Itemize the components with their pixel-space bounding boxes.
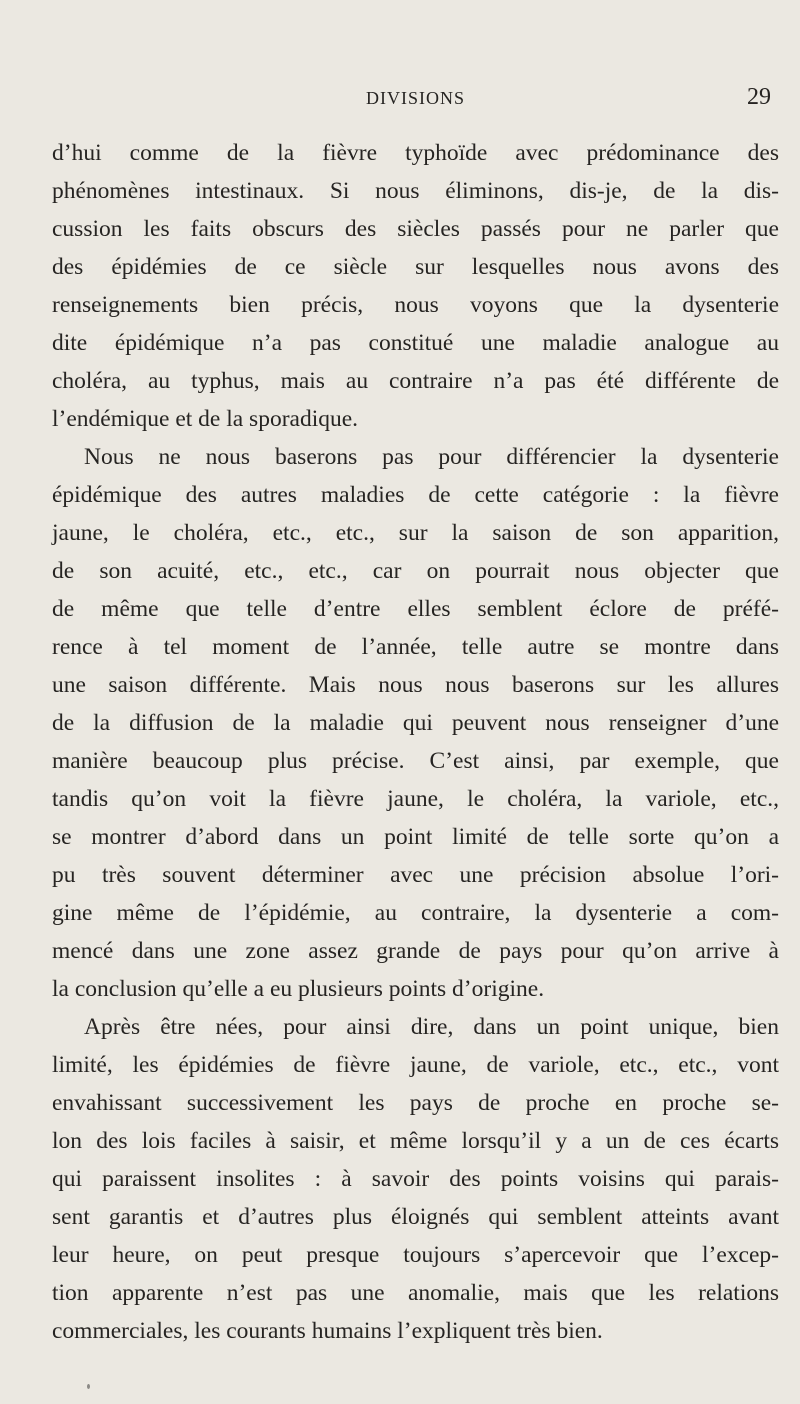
text-line: mencé dans une zone assez grande de pays pour qu’on arrive à xyxy=(52,938,779,964)
text-line: rence à tel moment de l’année, telle autre se montre dans xyxy=(52,634,779,660)
text-line: de son acuité, etc., etc., car on pourrait nous objecter que xyxy=(52,558,779,584)
text-line: de même que telle d’entre elles semblent éclore de préfé- xyxy=(52,596,779,622)
text-line: choléra, au typhus, mais au contraire n’a pas été différente de xyxy=(52,368,779,394)
text-line: leur heure, on peut presque toujours s’apercevoir que l’excep- xyxy=(52,1242,779,1268)
running-title: DIVISIONS xyxy=(366,88,465,108)
text-line: Après être nées, pour ainsi dire, dans un point unique, bien xyxy=(84,1014,779,1040)
text-line: Nous ne nous baserons pas pour différencier la dysenterie xyxy=(84,444,779,470)
text-line: dite épidémique n’a pas constitué une maladie analogue au xyxy=(52,330,779,356)
text-line: qui paraissent insolites : à savoir des points voisins qui parais- xyxy=(52,1166,779,1192)
text-line: lon des lois faciles à saisir, et même lorsqu’il y a un de ces écarts xyxy=(52,1128,779,1154)
text-line: se montrer d’abord dans un point limité de telle sorte qu’on a xyxy=(52,824,779,850)
page-header xyxy=(52,84,779,118)
text-line: tandis qu’on voit la fièvre jaune, le choléra, la variole, etc., xyxy=(52,786,779,812)
text-line: d’hui comme de la fièvre typhoïde avec prédominance des xyxy=(52,140,779,166)
text-line: renseignements bien précis, nous voyons que la dysenterie xyxy=(52,292,779,318)
text-line: cussion les faits obscurs des siècles passés pour ne parler que xyxy=(52,216,779,242)
page-number: 29 xyxy=(747,84,771,110)
text-line: pu très souvent déterminer avec une précision absolue l’ori- xyxy=(52,862,779,888)
text-line: phénomènes intestinaux. Si nous éliminons, dis-je, de la dis- xyxy=(52,178,779,204)
text-line: de la diffusion de la maladie qui peuvent nous renseigner d’une xyxy=(52,710,779,736)
text-line: la conclusion qu’elle a eu plusieurs points d’origine. xyxy=(52,976,545,1002)
text-line: l’endémique et de la sporadique. xyxy=(52,406,359,432)
text-line: des épidémies de ce siècle sur lesquelles nous avons des xyxy=(52,254,779,280)
text-line: sent garantis et d’autres plus éloignés qui semblent atteints avant xyxy=(52,1204,779,1230)
text-line: commerciales, les courants humains l’expliquent très bien. xyxy=(52,1318,603,1344)
text-line: épidémique des autres maladies de cette catégorie : la fièvre xyxy=(52,482,779,508)
text-line: gine même de l’épidémie, au contraire, la dysenterie a com- xyxy=(52,900,779,926)
paper-speck xyxy=(87,1384,90,1389)
text-line: envahissant successivement les pays de proche en proche se- xyxy=(52,1090,779,1116)
text-line: une saison différente. Mais nous nous baserons sur les allures xyxy=(52,672,779,698)
text-line: jaune, le choléra, etc., etc., sur la saison de son apparition, xyxy=(52,520,779,546)
text-line: manière beaucoup plus précise. C’est ainsi, par exemple, que xyxy=(52,748,779,774)
text-line: limité, les épidémies de fièvre jaune, de variole, etc., etc., vont xyxy=(52,1052,779,1078)
text-line: tion apparente n’est pas une anomalie, mais que les relations xyxy=(52,1280,779,1306)
